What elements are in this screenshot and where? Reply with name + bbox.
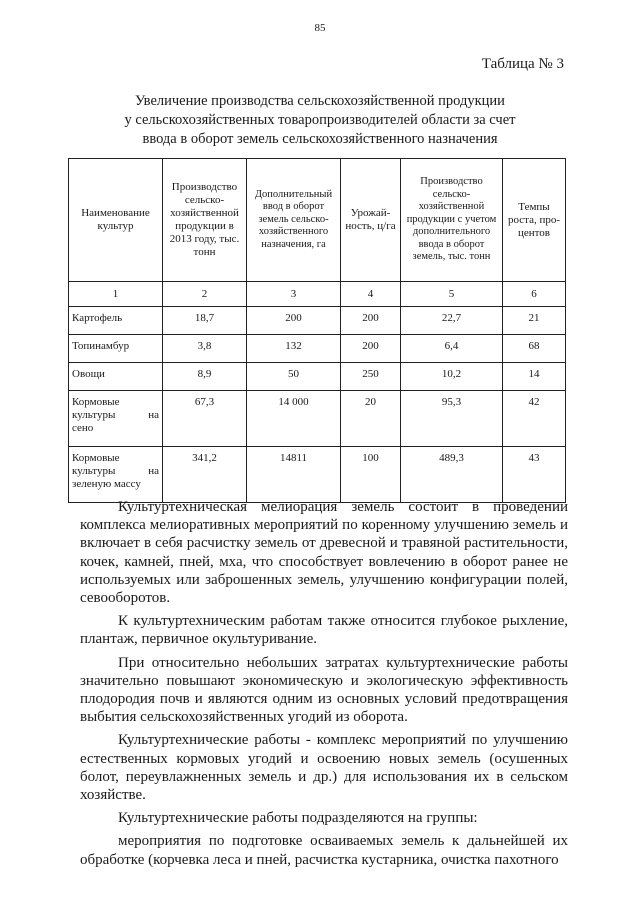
- paragraph: Культуртехнические работы - комплекс мероприятий по улучшению естественных кормовых угодий и освоению новых земель (осушенных болот, переувлажненных земель и др.) для использования их в сельском хозяйстве.: [80, 732, 568, 804]
- table-cell: 18,7: [163, 307, 247, 335]
- table-cell: 100: [341, 447, 401, 503]
- header-yield: Урожай-ность, ц/га: [341, 159, 401, 282]
- crop-name: [69, 447, 163, 503]
- table-cell: 68: [503, 335, 566, 363]
- header-production-2013: Производство сельско-хозяйственной продукции в 2013 году, тыс. тонн: [163, 159, 247, 282]
- crop-name-line-1: Кормовые культуры: [72, 452, 120, 477]
- header-additional-land: Дополнительный ввод в оборот земель сельско-хозяйственного назначения, га: [247, 159, 341, 282]
- table-row: [69, 307, 566, 335]
- body-text: [80, 498, 568, 874]
- table-title-line-2: у сельскохозяйственных товаропроизводителей области за счет: [124, 112, 516, 128]
- crop-name: Топинамбур: [69, 335, 163, 363]
- crop-name-preposition: на: [148, 465, 159, 477]
- table-cell: 250: [341, 363, 401, 391]
- table-cell: 20: [341, 391, 401, 447]
- table-cell: 341,2: [163, 447, 247, 503]
- table-row: [69, 335, 566, 363]
- table-cell: 8,9: [163, 363, 247, 391]
- table-cell: 10,2: [401, 363, 503, 391]
- column-number: 1: [69, 282, 163, 307]
- paragraph: При относительно небольших затратах культуртехнические работы значительно повышают экономическую и экологическую эффективность плодородия почв и являются одним из основных условий предотвращения выбытия сельскохозяйственных угодий из оборота.: [80, 654, 568, 726]
- crop-name: Картофель: [69, 307, 163, 335]
- column-number: 3: [247, 282, 341, 307]
- paragraph: К культуртехническим работам также относится глубокое рыхление, плантаж, первичное окультуривание.: [80, 613, 568, 648]
- table-cell: 14: [503, 363, 566, 391]
- table-cell: 132: [247, 335, 341, 363]
- column-number: 5: [401, 282, 503, 307]
- table-cell: 489,3: [401, 447, 503, 503]
- column-number: 6: [503, 282, 566, 307]
- crop-name-line-3: сено: [72, 422, 94, 434]
- header-production-total: Производство сельско-хозяйственной продукции с учетом дополнительного ввода в оборот земель, тыс. тонн: [401, 159, 503, 282]
- page-number: 85: [314, 22, 326, 34]
- table-cell: 21: [503, 307, 566, 335]
- table-title-line-1: Увеличение производства сельскохозяйственной продукции: [135, 93, 505, 109]
- table-title-line-3: ввода в оборот земель сельскохозяйственного назначения: [142, 131, 498, 147]
- table-header-row: [69, 159, 566, 282]
- table-cell: 22,7: [401, 307, 503, 335]
- header-growth-rate: Темпы роста, про-центов: [503, 159, 566, 282]
- table-cell: 6,4: [401, 335, 503, 363]
- column-number-row: [69, 282, 566, 307]
- table-row: [69, 447, 566, 503]
- production-table: [68, 158, 566, 503]
- paragraph: Культуртехнические работы подразделяются на группы:: [118, 810, 478, 827]
- crop-name-line-3: зеленую массу: [72, 478, 141, 490]
- table-cell: 200: [247, 307, 341, 335]
- table-row: [69, 363, 566, 391]
- table-label: Таблица № 3: [481, 56, 564, 72]
- table-cell: 14 000: [247, 391, 341, 447]
- table-cell: 200: [341, 307, 401, 335]
- table-cell: 95,3: [401, 391, 503, 447]
- table-cell: 200: [341, 335, 401, 363]
- crop-name: Овощи: [69, 363, 163, 391]
- column-number: 4: [341, 282, 401, 307]
- table-cell: 50: [247, 363, 341, 391]
- header-crop-name: Наименование культур: [69, 159, 163, 282]
- table-cell: 14811: [247, 447, 341, 503]
- table-cell: 3,8: [163, 335, 247, 363]
- paragraph: мероприятия по подготовке осваиваемых земель к дальнейшей их обработке (корчевка леса и пней, расчистка кустарника, очистка пахотного: [80, 833, 568, 868]
- paragraph: Культуртехническая мелиорация земель состоит в проведении комплекса мелиоративных мероприятий по коренному улучшению земель и включает в себя расчистку земель от древесной и травяной растительности, кочек, камней, пней, мха, что способствует вовлечению в оборот ранее не используемых или заброшенных земель, улучшению конфигурации полей, севооборотов.: [80, 499, 568, 607]
- crop-name-preposition: на: [148, 409, 159, 421]
- table-cell: 43: [503, 447, 566, 503]
- column-number: 2: [163, 282, 247, 307]
- crop-name: [69, 391, 163, 447]
- crop-name-line-1: Кормовые культуры: [72, 396, 120, 421]
- table-row: [69, 391, 566, 447]
- table-cell: 67,3: [163, 391, 247, 447]
- table-title: [80, 92, 560, 149]
- table-cell: 42: [503, 391, 566, 447]
